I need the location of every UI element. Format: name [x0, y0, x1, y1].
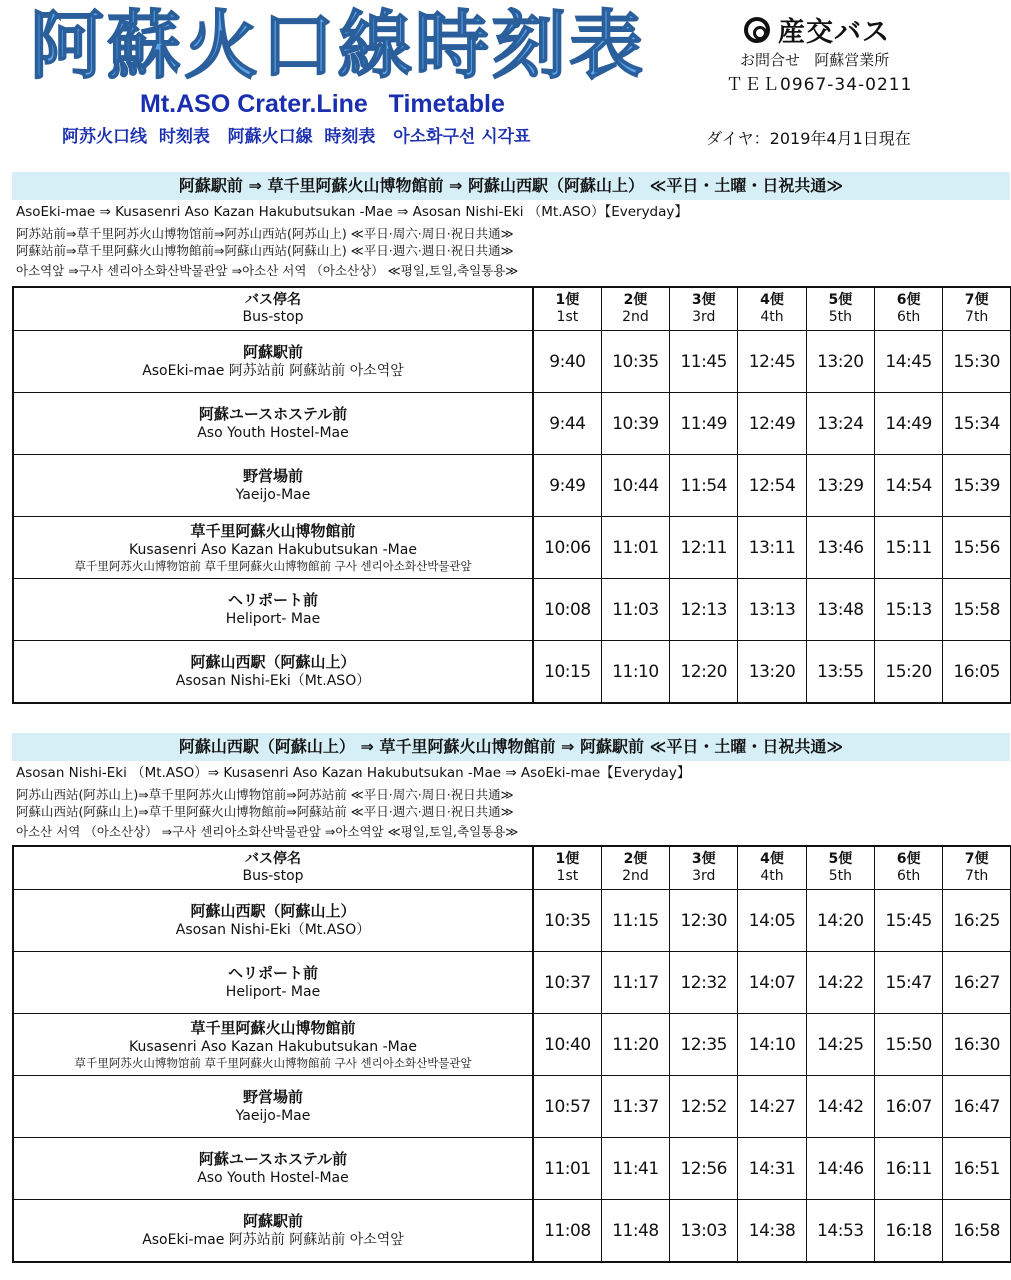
bus-stop-name: ヘリポート前	[227, 591, 318, 609]
departure-time: 10:35	[601, 331, 669, 393]
departure-time: 11:41	[601, 1138, 669, 1200]
route-korean: 아소산 서역 （아소산상） ⇒구사 센리아소화산박물관앞 ⇒아소역앞 ≪평일,토일,축일통용≫	[16, 824, 519, 839]
bus-stop-name-english: Yaeijo-Mae	[235, 487, 311, 503]
departure-time: 10:44	[601, 455, 669, 517]
departure-time: 12:52	[670, 1076, 738, 1138]
company-logo	[744, 10, 890, 49]
departure-time: 12:56	[670, 1138, 738, 1200]
table-row	[13, 952, 1011, 1014]
departure-time: 15:39	[943, 455, 1011, 517]
departure-time: 11:54	[670, 455, 738, 517]
departure-time: 14:10	[738, 1014, 806, 1076]
table-row	[13, 1138, 1011, 1200]
route-banner: 阿蘇山西駅（阿蘇山上） ⇒ 草千里阿蘇火山博物館前 ⇒ 阿蘇駅前 ≪平日・土曜・日祝共通≫	[12, 733, 1010, 761]
departure-time: 11:49	[670, 393, 738, 455]
route-chinese-simplified: 阿苏站前⇒草千里阿苏火山博物馆前⇒阿苏山西站(阿苏山上) ≪平日·周六·周日·祝日共通≫	[16, 226, 514, 241]
header-run: 1便 1st	[533, 846, 601, 890]
bus-stop-name: 阿蘇駅前	[242, 343, 303, 361]
page-title-multilingual: 阿苏火口线 时刻表 阿蘇火口線 時刻表 아소화구선 시각표	[62, 127, 531, 147]
table-row	[13, 1014, 1011, 1076]
departure-time: 14:54	[874, 455, 942, 517]
departure-time: 14:49	[874, 393, 942, 455]
sanko-bus-logo-icon	[744, 17, 770, 43]
bus-stop-name: 阿蘇ユースホステル前	[198, 1150, 348, 1168]
bus-stop-name: 草千里阿蘇火山博物館前	[190, 521, 356, 540]
timetable	[12, 286, 1011, 704]
bus-stop-name-multilingual: 草千里阿苏火山博物馆前 草千里阿蘇火山博物館前 구사 센리아소화산박물관앞	[74, 558, 472, 573]
departure-time: 12:54	[738, 455, 806, 517]
route-english: AsoEki-mae ⇒ Kusasenri Aso Kazan Hakubutsukan -Mae ⇒ Asosan Nishi-Eki （Mt.ASO）【Everyday】	[16, 204, 688, 220]
bus-stop-cell	[13, 1014, 533, 1076]
bus-stop-cell	[13, 952, 533, 1014]
departure-time: 13:13	[738, 579, 806, 641]
header-run: 5便 5th	[806, 846, 874, 890]
departure-time: 9:49	[533, 455, 601, 517]
departure-time: 13:11	[738, 517, 806, 579]
bus-stop-cell	[13, 455, 533, 517]
bus-stop-cell	[13, 641, 533, 704]
departure-time: 11:37	[601, 1076, 669, 1138]
departure-time: 14:46	[806, 1138, 874, 1200]
header-run: 2便 2nd	[601, 846, 669, 890]
bus-stop-cell	[13, 331, 533, 393]
departure-time: 14:20	[806, 890, 874, 952]
departure-time: 14:05	[738, 890, 806, 952]
departure-time: 11:17	[601, 952, 669, 1014]
departure-time: 9:40	[533, 331, 601, 393]
header-bus-stop: バス停名 Bus-stop	[13, 846, 533, 890]
bus-stop-cell	[13, 517, 533, 579]
bus-stop-name: 阿蘇山西駅（阿蘇山上）	[190, 653, 356, 671]
header-run: 1便 1st	[533, 287, 601, 331]
bus-stop-name: 阿蘇山西駅（阿蘇山上）	[190, 902, 356, 920]
departure-time: 14:42	[806, 1076, 874, 1138]
bus-stop-name: 草千里阿蘇火山博物館前	[190, 1018, 356, 1037]
bus-stop-cell	[13, 393, 533, 455]
departure-time: 16:27	[943, 952, 1011, 1014]
bus-stop-cell	[13, 890, 533, 952]
departure-time: 12:11	[670, 517, 738, 579]
page-title-english: Mt.ASO Crater.Line Timetable	[140, 90, 505, 118]
table-row	[13, 455, 1011, 517]
departure-time: 13:20	[806, 331, 874, 393]
departure-time: 15:34	[943, 393, 1011, 455]
departure-time: 11:01	[533, 1138, 601, 1200]
contact-phone: ＴＥＬ0967-34-0211	[726, 75, 913, 95]
route-banner: 阿蘇駅前 ⇒ 草千里阿蘇火山博物館前 ⇒ 阿蘇山西駅（阿蘇山上） ≪平日・土曜・日祝共通≫	[12, 172, 1010, 200]
departure-time: 12:35	[670, 1014, 738, 1076]
departure-time: 11:15	[601, 890, 669, 952]
table-row	[13, 890, 1011, 952]
departure-time: 15:56	[943, 517, 1011, 579]
departure-time: 16:11	[874, 1138, 942, 1200]
departure-time: 13:24	[806, 393, 874, 455]
header-run: 2便 2nd	[601, 287, 669, 331]
company-name: 産交バス	[778, 17, 890, 48]
route-english: Asosan Nishi-Eki （Mt.ASO）⇒ Kusasenri Aso Kazan Hakubutsukan -Mae ⇒ AsoEki-mae【Everyday】	[16, 765, 691, 781]
table-row	[13, 393, 1011, 455]
departure-time: 12:45	[738, 331, 806, 393]
bus-stop-name-english: Aso Youth Hostel-Mae	[197, 425, 349, 441]
departure-time: 12:49	[738, 393, 806, 455]
schedule-effective-date: ダイヤ：2019年4月1日現在	[706, 129, 911, 148]
departure-time: 13:03	[670, 1200, 738, 1263]
bus-stop-cell	[13, 1076, 533, 1138]
header-run: 3便 3rd	[670, 846, 738, 890]
table-row	[13, 331, 1011, 393]
timetable	[12, 845, 1011, 1263]
departure-time: 13:20	[738, 641, 806, 704]
timetable-section-return	[12, 733, 1010, 1248]
departure-time: 10:57	[533, 1076, 601, 1138]
departure-time: 9:44	[533, 393, 601, 455]
bus-stop-name: 阿蘇駅前	[242, 1212, 303, 1230]
bus-stop-name: 野営場前	[242, 467, 303, 485]
bus-stop-name-multilingual: 草千里阿苏火山博物馆前 草千里阿蘇火山博物館前 구사 센리아소화산박물관앞	[74, 1055, 472, 1070]
header-run: 3便 3rd	[670, 287, 738, 331]
departure-time: 15:30	[943, 331, 1011, 393]
departure-time: 16:58	[943, 1200, 1011, 1263]
departure-time: 11:20	[601, 1014, 669, 1076]
departure-time: 13:48	[806, 579, 874, 641]
bus-stop-cell	[13, 1138, 533, 1200]
departure-time: 15:20	[874, 641, 942, 704]
departure-time: 14:31	[738, 1138, 806, 1200]
departure-time: 10:15	[533, 641, 601, 704]
bus-stop-name-english: Yaeijo-Mae	[235, 1108, 311, 1124]
departure-time: 12:30	[670, 890, 738, 952]
bus-stop-name-english: Aso Youth Hostel-Mae	[197, 1170, 349, 1186]
header-run: 4便 4th	[738, 287, 806, 331]
page-title: 阿蘇火口線時刻表	[30, 3, 646, 89]
departure-time: 12:32	[670, 952, 738, 1014]
departure-time: 10:08	[533, 579, 601, 641]
bus-stop-name-english: AsoEki-mae 阿苏站前 阿蘇站前 아소역앞	[142, 363, 404, 379]
departure-time: 13:29	[806, 455, 874, 517]
table-header-row	[13, 287, 1011, 331]
departure-time: 15:58	[943, 579, 1011, 641]
departure-time: 15:45	[874, 890, 942, 952]
table-row	[13, 1200, 1011, 1263]
bus-stop-name-english: Kusasenri Aso Kazan Hakubutsukan -Mae	[129, 541, 417, 558]
departure-time: 15:47	[874, 952, 942, 1014]
bus-stop-cell	[13, 1200, 533, 1263]
departure-time: 11:01	[601, 517, 669, 579]
departure-time: 12:13	[670, 579, 738, 641]
bus-stop-name: 野営場前	[242, 1088, 303, 1106]
bus-stop-name: ヘリポート前	[227, 964, 318, 982]
bus-stop-name: 阿蘇ユースホステル前	[198, 405, 348, 423]
departure-time: 10:40	[533, 1014, 601, 1076]
departure-time: 16:47	[943, 1076, 1011, 1138]
departure-time: 13:46	[806, 517, 874, 579]
departure-time: 14:22	[806, 952, 874, 1014]
departure-time: 14:07	[738, 952, 806, 1014]
header-run: 4便 4th	[738, 846, 806, 890]
header-run: 7便 7th	[943, 287, 1011, 331]
bus-stop-name-english: Heliport- Mae	[225, 984, 321, 1000]
contact-office: お問合せ 阿蘇営業所	[740, 51, 890, 69]
departure-time: 14:53	[806, 1200, 874, 1263]
departure-time: 14:45	[874, 331, 942, 393]
route-chinese-traditional: 阿蘇山西站(阿蘇山上)⇒草千里阿蘇火山博物館前⇒阿蘇站前 ≪平日·週六·週日·祝日共通≫	[16, 804, 514, 819]
route-chinese-traditional: 阿蘇站前⇒草千里阿蘇火山博物館前⇒阿蘇山西站(阿蘇山上) ≪平日·週六·週日·祝日共通≫	[16, 243, 514, 258]
header-run: 6便 6th	[874, 287, 942, 331]
departure-time: 14:25	[806, 1014, 874, 1076]
departure-time: 11:08	[533, 1200, 601, 1263]
table-row	[13, 1076, 1011, 1138]
bus-stop-name-english: Heliport- Mae	[225, 611, 321, 627]
route-korean: 아소역앞 ⇒구사 센리아소화산박물관앞 ⇒아소산 서역 （아소산상） ≪평일,토일,축일통용≫	[16, 263, 519, 278]
header-run: 6便 6th	[874, 846, 942, 890]
timetable-section-outbound	[12, 172, 1010, 689]
departure-time: 10:35	[533, 890, 601, 952]
departure-time: 15:50	[874, 1014, 942, 1076]
departure-time: 16:07	[874, 1076, 942, 1138]
departure-time: 15:11	[874, 517, 942, 579]
departure-time: 15:13	[874, 579, 942, 641]
departure-time: 16:05	[943, 641, 1011, 704]
bus-stop-name-english: Asosan Nishi-Eki（Mt.ASO）	[175, 922, 371, 938]
departure-time: 10:06	[533, 517, 601, 579]
departure-time: 10:39	[601, 393, 669, 455]
departure-time: 16:18	[874, 1200, 942, 1263]
bus-stop-cell	[13, 579, 533, 641]
departure-time: 12:20	[670, 641, 738, 704]
table-row	[13, 517, 1011, 579]
departure-time: 11:48	[601, 1200, 669, 1263]
departure-time: 11:45	[670, 331, 738, 393]
departure-time: 16:25	[943, 890, 1011, 952]
departure-time: 14:27	[738, 1076, 806, 1138]
departure-time: 10:37	[533, 952, 601, 1014]
header-bus-stop: バス停名 Bus-stop	[13, 287, 533, 331]
departure-time: 16:51	[943, 1138, 1011, 1200]
header-run: 5便 5th	[806, 287, 874, 331]
departure-time: 11:03	[601, 579, 669, 641]
departure-time: 16:30	[943, 1014, 1011, 1076]
departure-time: 14:38	[738, 1200, 806, 1263]
route-chinese-simplified: 阿苏山西站(阿苏山上)⇒草千里阿苏火山博物馆前⇒阿苏站前 ≪平日·周六·周日·祝日共通≫	[16, 787, 514, 802]
table-row	[13, 579, 1011, 641]
table-header-row	[13, 846, 1011, 890]
table-row	[13, 641, 1011, 704]
departure-time: 13:55	[806, 641, 874, 704]
departure-time: 11:10	[601, 641, 669, 704]
header-run: 7便 7th	[943, 846, 1011, 890]
bus-stop-name-english: Asosan Nishi-Eki（Mt.ASO）	[175, 673, 371, 689]
bus-stop-name-english: AsoEki-mae 阿苏站前 阿蘇站前 아소역앞	[142, 1232, 404, 1248]
bus-stop-name-english: Kusasenri Aso Kazan Hakubutsukan -Mae	[129, 1038, 417, 1055]
